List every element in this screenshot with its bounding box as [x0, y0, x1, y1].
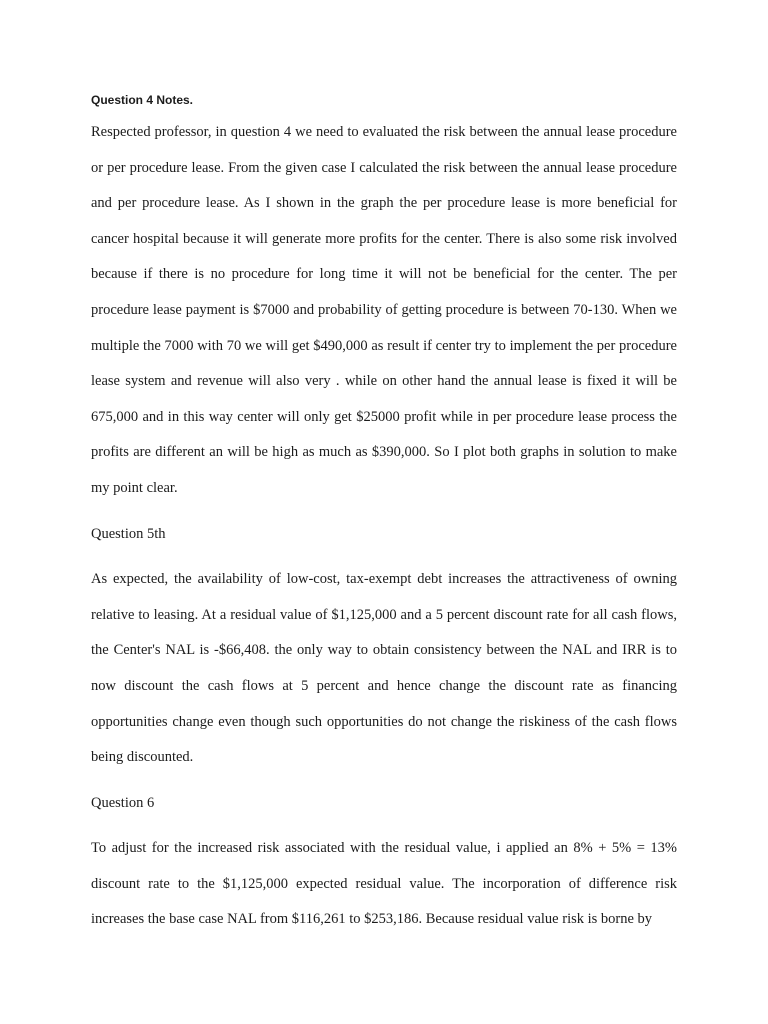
- question-6-paragraph: To adjust for the increased risk associated with the residual value, i applied an 8% + 5% = 13% discount rate to the $1,125,000 expected residual value. The incorporation of difference risk increases the base case NAL from $116,261 to $253,186. Because residual value risk is borne by: [91, 840, 677, 928]
- question-5-heading: Question 5th: [91, 525, 166, 542]
- question-4-paragraph: Respected professor, in question 4 we need to evaluated the risk between the annual lease procedure or per procedure lease. From the given case I calculated the risk between the annual lease procedure and per procedure lease. As I shown in the graph the per procedure lease is more beneficial for cancer hospital because it will generate more profits for the center. There is also some risk involved because if there is no procedure for long time it will not be beneficial for the center. The per procedure lease payment is $7000 and probability of getting procedure is between 70-130. When we multiple the 7000 with 70 we will get $490,000 as result if center try to implement the per procedure lease system and revenue will also very . while on other hand the annual lease is fixed it will be 675,000 and in this way center will only get $25000 profit while in per procedure lease process the profits are different an will be high as much as $390,000. So I plot both graphs in solution to make my point clear.: [91, 124, 677, 496]
- document-page: [91, 91, 677, 938]
- question-5-paragraph: As expected, the availability of low-cost, tax-exempt debt increases the attractiveness of owning relative to leasing. At a residual value of $1,125,000 and a 5 percent discount rate for all cash flows, the Center's NAL is -$66,408. the only way to obtain consistency between the NAL and IRR is to now discount the cash flows at 5 percent and hence change the discount rate as financing opportunities change even though such opportunities do not change the riskiness of the cash flows being discounted.: [91, 571, 677, 766]
- question-4-heading: Question 4 Notes.: [91, 93, 194, 107]
- question-6-heading: Question 6: [91, 794, 155, 811]
